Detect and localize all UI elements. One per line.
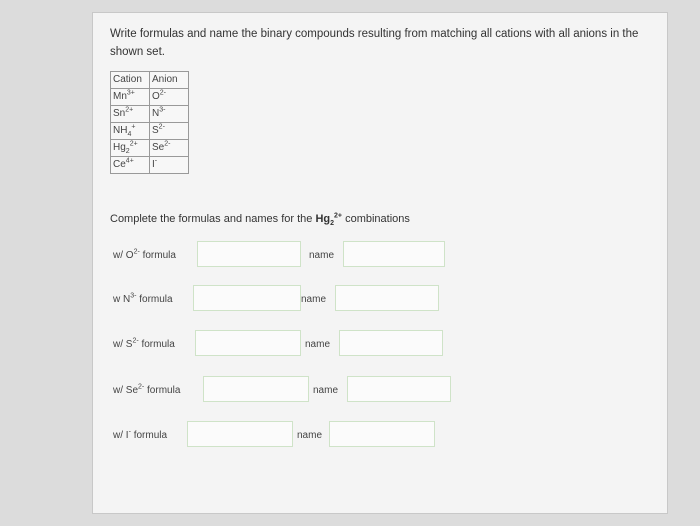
name-input-selenide[interactable] — [347, 376, 451, 402]
ion-row — [111, 157, 189, 174]
cation-cell: $Hg_2^{2+}$ — [111, 140, 150, 157]
name-input-nitride[interactable] — [335, 285, 439, 311]
anion-cell: $Se^{2-}$ — [150, 140, 189, 157]
combo-row-oxide — [93, 239, 667, 273]
anion-cell: $O^{2-}$ — [150, 89, 189, 106]
cation-cell: $Ce^{4+}$ — [111, 157, 150, 174]
name-label: name — [309, 250, 335, 261]
formula-input-iodide[interactable] — [187, 421, 293, 447]
question-panel — [92, 12, 668, 514]
anion-cell: I- — [150, 157, 189, 174]
ion-table-header — [111, 72, 189, 89]
formula-input-sulfide[interactable] — [195, 330, 301, 356]
combo-label: w/ $Se^{2-}$ formula — [113, 383, 181, 396]
name-input-oxide[interactable] — [343, 241, 445, 267]
combo-row-selenide — [93, 374, 667, 408]
combo-row-nitride — [93, 283, 667, 317]
name-label: name — [297, 430, 323, 441]
combo-label: w $N^{3-}$ formula — [113, 292, 173, 305]
combo-label: w/ $S^{2-}$ formula — [113, 337, 175, 350]
ion-row — [111, 89, 189, 106]
cation-header: Cation — [111, 72, 150, 89]
complete-heading: Complete the formulas and names for the $Hg_2^{2+}$ combinations — [110, 212, 410, 228]
ion-row — [111, 106, 189, 123]
name-input-iodide[interactable] — [329, 421, 435, 447]
anion-cell: $S^{2-}$ — [150, 123, 189, 140]
name-label: name — [301, 294, 327, 305]
name-label: name — [313, 385, 339, 396]
cation-cell: $Mn^{3+}$ — [111, 89, 150, 106]
instructions-text: Write formulas and name the binary compounds resulting from matching all cations with all anions in the shown set. — [110, 28, 639, 58]
anion-header: Anion — [150, 72, 189, 89]
cation-cell: $Sn^{2+}$ — [111, 106, 150, 123]
ion-row — [111, 140, 189, 157]
anion-cell: $N^{3-}$ — [150, 106, 189, 123]
name-input-sulfide[interactable] — [339, 330, 443, 356]
formula-input-oxide[interactable] — [197, 241, 301, 267]
ion-table — [110, 71, 189, 174]
ion-row — [111, 123, 189, 140]
combo-row-iodide — [93, 419, 667, 453]
name-label: name — [305, 339, 331, 350]
formula-input-selenide[interactable] — [203, 376, 309, 402]
combo-row-sulfide — [93, 328, 667, 362]
formula-input-nitride[interactable] — [193, 285, 301, 311]
cation-cell: $NH_4^+$ — [111, 123, 150, 140]
combo-label: w/ I- formula — [113, 428, 168, 441]
combo-label: w/ $O^{2-}$ formula — [113, 248, 176, 261]
